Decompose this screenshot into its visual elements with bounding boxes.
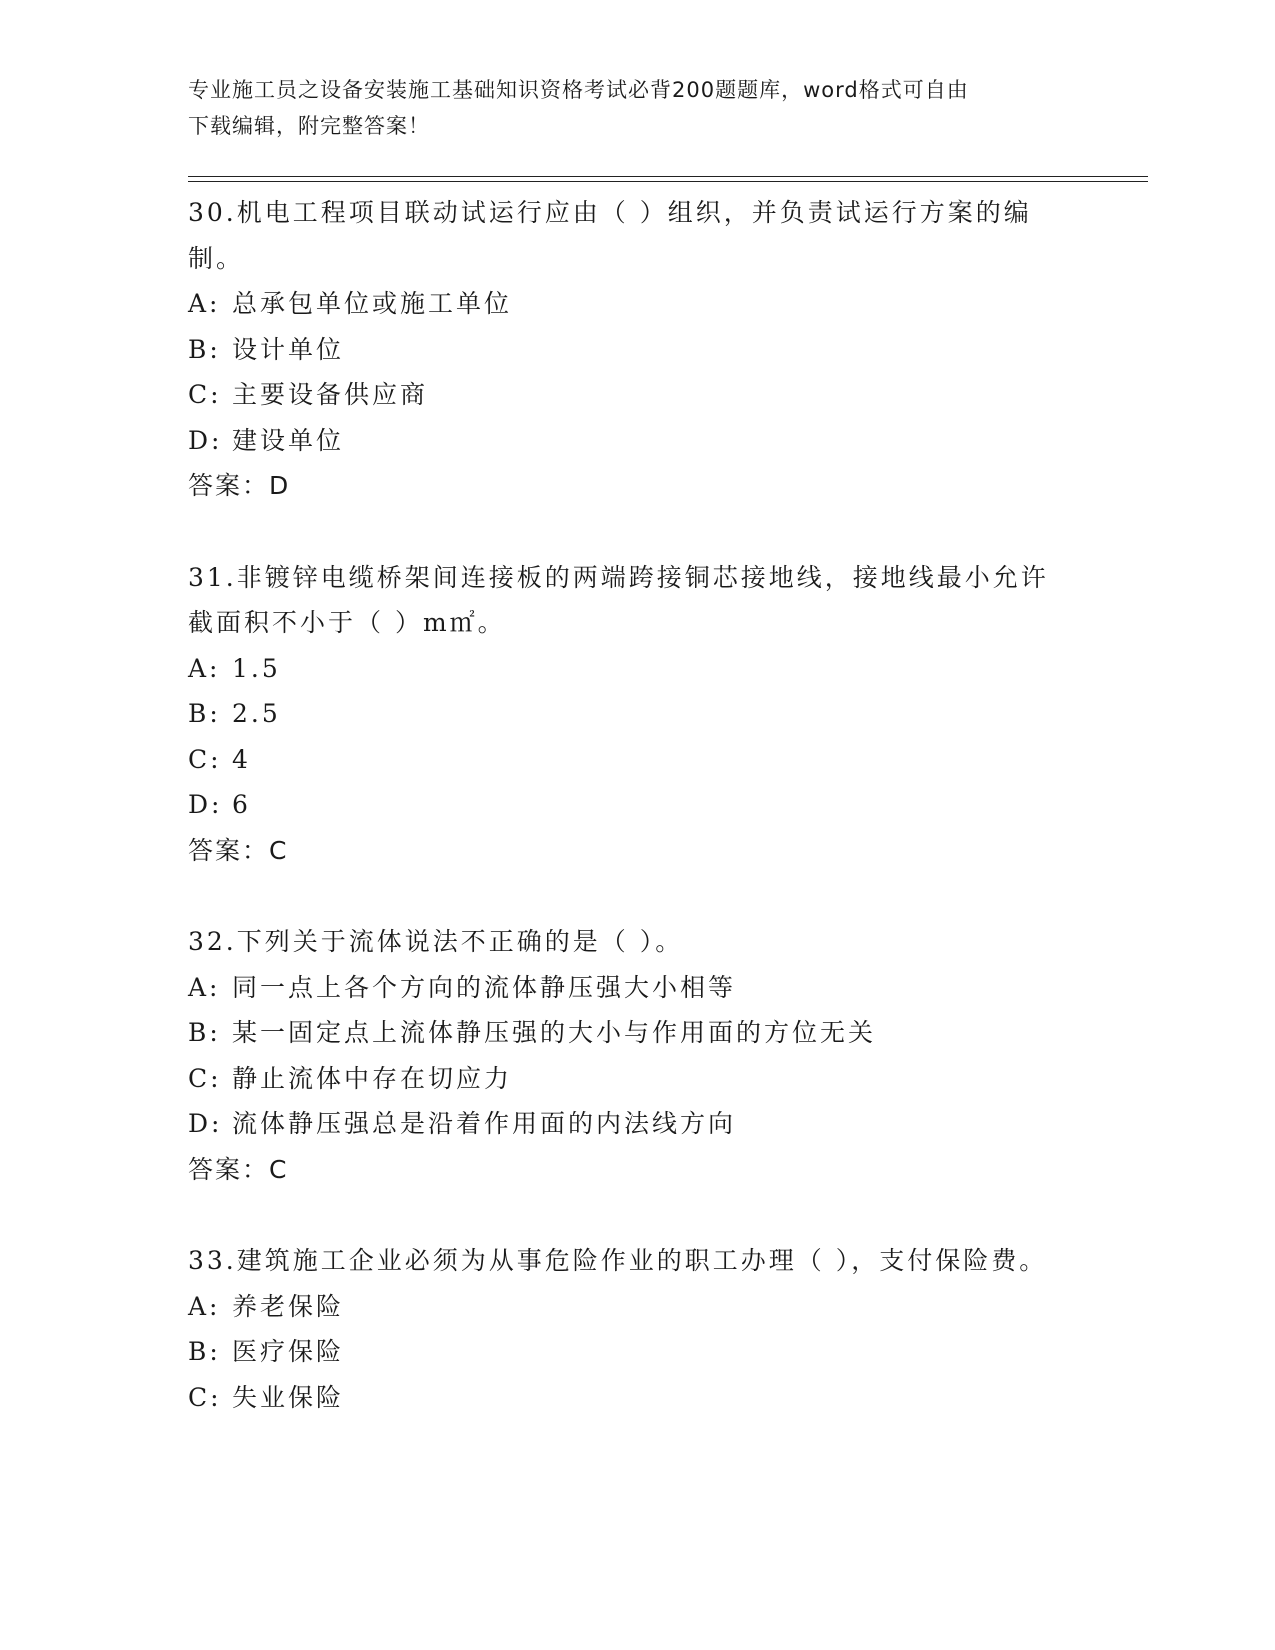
- question-stem: 32.下列关于流体说法不正确的是（ ）。: [188, 927, 684, 956]
- option-key: A:: [188, 1291, 221, 1321]
- question-list: [188, 190, 1088, 1466]
- option-text: 1.5: [232, 653, 281, 683]
- option-key: A:: [188, 972, 221, 1002]
- question-33: [188, 1238, 1088, 1420]
- option-key: D:: [188, 1109, 223, 1138]
- option-a: [188, 965, 1088, 1011]
- header-divider-bottom: [188, 181, 1148, 182]
- header-line-2: 下载编辑，附完整答案！: [188, 114, 430, 138]
- option-d: [188, 418, 1088, 464]
- option-text: 养老保险: [232, 1291, 345, 1321]
- option-text: 医疗保险: [232, 1337, 345, 1366]
- option-key: D:: [188, 425, 223, 455]
- option-key: B:: [188, 334, 221, 364]
- option-key: B:: [188, 699, 221, 728]
- option-d: [188, 782, 1088, 828]
- question-stem: 31.非镀锌电缆桥架间连接板的两端跨接铜芯接地线，接地线最小允许截面积不小于（ ）m㎡。: [188, 562, 1049, 637]
- question-32: [188, 919, 1088, 1192]
- option-text: 4: [232, 744, 251, 774]
- option-key: B:: [188, 1337, 221, 1366]
- option-text: 2.5: [232, 699, 281, 728]
- option-text: 某一固定点上流体静压强的大小与作用面的方位无关: [232, 1018, 877, 1047]
- answer-line: 答案：C: [188, 835, 289, 865]
- document-header: [188, 72, 1088, 144]
- option-text: 静止流体中存在切应力: [232, 1063, 513, 1093]
- option-key: A:: [188, 289, 221, 318]
- option-c: [188, 1375, 1088, 1421]
- question-stem: 30.机电工程项目联动试运行应由（ ）组织，并负责试运行方案的编制。: [188, 198, 1032, 273]
- header-divider-top: [188, 176, 1148, 177]
- option-text: 总承包单位或施工单位: [232, 289, 513, 318]
- answer-line: 答案：D: [188, 471, 291, 500]
- option-key: C:: [188, 744, 222, 774]
- option-c: [188, 737, 1088, 783]
- option-key: C:: [188, 380, 222, 409]
- option-text: 失业保险: [232, 1382, 345, 1412]
- option-b: [188, 1010, 1088, 1056]
- header-line-1: 专业施工员之设备安装施工基础知识资格考试必背200题题库，word格式可自由: [188, 78, 969, 102]
- question-stem: 33.建筑施工企业必须为从事危险作业的职工办理（ ），支付保险费。: [188, 1246, 1048, 1275]
- option-text: 6: [232, 790, 251, 819]
- option-b: [188, 691, 1088, 737]
- option-key: A:: [188, 653, 221, 683]
- option-a: [188, 281, 1088, 327]
- answer-line: 答案：C: [188, 1154, 289, 1184]
- option-key: D:: [188, 790, 223, 819]
- option-key: B:: [188, 1018, 221, 1047]
- option-text: 同一点上各个方向的流体静压强大小相等: [232, 972, 737, 1002]
- option-text: 设计单位: [232, 334, 345, 364]
- option-c: [188, 1056, 1088, 1102]
- option-d: [188, 1101, 1088, 1147]
- option-text: 建设单位: [232, 425, 345, 455]
- option-a: [188, 1284, 1088, 1330]
- option-text: 主要设备供应商: [232, 380, 429, 409]
- option-key: C:: [188, 1382, 222, 1412]
- question-30: [188, 190, 1088, 509]
- option-key: C:: [188, 1063, 222, 1093]
- option-b: [188, 327, 1088, 373]
- option-a: [188, 646, 1088, 692]
- option-text: 流体静压强总是沿着作用面的内法线方向: [232, 1109, 737, 1138]
- question-31: [188, 555, 1088, 874]
- option-c: [188, 372, 1088, 418]
- option-b: [188, 1329, 1088, 1375]
